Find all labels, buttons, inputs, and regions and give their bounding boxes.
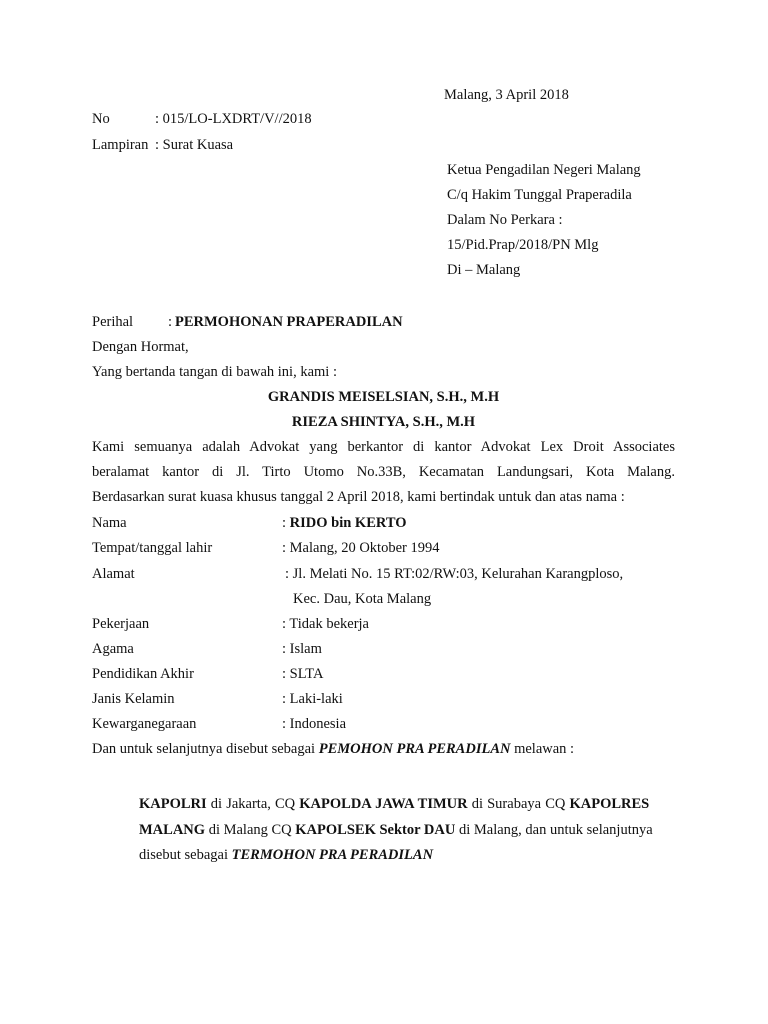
petitioner-term: PEMOHON PRA PERADILAN: [318, 741, 511, 757]
body-paragraph-line-3: Berdasarkan surat kuasa khusus tanggal 2 April 2018, kami bertindak untuk dan atas nama :: [92, 489, 625, 505]
respondent-kapolres: KAPOLRES: [569, 796, 650, 812]
client-religion-value: : Islam: [282, 641, 322, 657]
respondent-malang: MALANG: [139, 822, 206, 838]
petitioner-suffix: melawan :: [510, 741, 575, 757]
attachment-label: Lampiran: [92, 137, 149, 153]
client-education-label: Pendidikan Akhir: [92, 666, 194, 682]
client-job-label: Pekerjaan: [92, 616, 150, 632]
number-value: : 015/LO-LXDRT/V//2018: [155, 111, 312, 127]
respondent-text-5: disebut sebagai: [139, 847, 232, 863]
petitioner-line: [92, 740, 574, 758]
subject-colon: :: [168, 314, 173, 330]
client-gender-label: Janis Kelamin: [92, 691, 175, 707]
respondent-text-3: di Malang CQ: [205, 822, 296, 838]
body-paragraph-line-1: Kami semuanya adalah Advokat yang berkantor di kantor Advokat Lex Droit Associates: [92, 439, 675, 455]
client-citizenship-value: : Indonesia: [282, 716, 347, 732]
respondent-line-1: [139, 795, 649, 813]
respondent-line-3: [139, 846, 433, 864]
intro: Yang bertanda tangan di bawah ini, kami :: [92, 364, 337, 380]
client-name: RIDO bin KERTO: [289, 515, 407, 531]
client-name-colon: :: [282, 515, 287, 531]
greeting: Dengan Hormat,: [92, 339, 189, 355]
recipient-line-1: Ketua Pengadilan Negeri Malang: [447, 162, 641, 178]
client-name-value: [282, 514, 407, 532]
petitioner-prefix: Dan untuk selanjutnya disebut sebagai: [92, 741, 319, 757]
number-label: No: [92, 111, 110, 127]
client-address-label: Alamat: [92, 566, 135, 582]
client-education-value: : SLTA: [282, 666, 324, 682]
respondent-kapolda: KAPOLDA JAWA TIMUR: [299, 796, 468, 812]
client-religion-label: Agama: [92, 641, 134, 657]
letter-date: Malang, 3 April 2018: [444, 87, 569, 103]
respondent-text-2: di Surabaya CQ: [467, 796, 570, 812]
body-paragraph-line-2: beralamat kantor di Jl. Tirto Utomo No.33B, Kecamatan Landungsari, Kota Malang.: [92, 464, 675, 480]
client-gender-value: : Laki-laki: [282, 691, 343, 707]
respondent-text-4: di Malang, dan untuk selanjutnya: [455, 822, 653, 838]
respondent-kapolsek: KAPOLSEK Sektor DAU: [295, 822, 456, 838]
respondent-term: TERMOHON PRA PERADILAN: [231, 847, 434, 863]
client-citizenship-label: Kewarganegaraan: [92, 716, 197, 732]
client-birth-label: Tempat/tanggal lahir: [92, 540, 213, 556]
respondent-kapolri: KAPOLRI: [139, 796, 207, 812]
respondent-line-2: [139, 821, 653, 839]
client-name-label: Nama: [92, 515, 127, 531]
respondent-text-1: di Jakarta, CQ: [206, 796, 300, 812]
recipient-line-4: 15/Pid.Prap/2018/PN Mlg: [447, 237, 599, 253]
subject-value: PERMOHONAN PRAPERADILAN: [175, 314, 403, 330]
client-job-value: : Tidak bekerja: [282, 616, 369, 632]
attachment-value: : Surat Kuasa: [155, 137, 234, 153]
subject-label: Perihal: [92, 314, 134, 330]
advocate-name-2: RIEZA SHINTYA, S.H., M.H: [291, 414, 476, 430]
recipient-line-2: C/q Hakim Tunggal Praperadila: [447, 187, 632, 203]
client-birth-value: : Malang, 20 Oktober 1994: [282, 540, 440, 556]
client-address-line-2: Kec. Dau, Kota Malang: [293, 591, 432, 607]
client-address-line-1: : Jl. Melati No. 15 RT:02/RW:03, Kelurahan Karangploso,: [285, 566, 624, 582]
recipient-line-3: Dalam No Perkara :: [447, 212, 563, 228]
recipient-line-5: Di – Malang: [447, 262, 521, 278]
advocate-name-1: GRANDIS MEISELSIAN, S.H., M.H: [267, 389, 500, 405]
